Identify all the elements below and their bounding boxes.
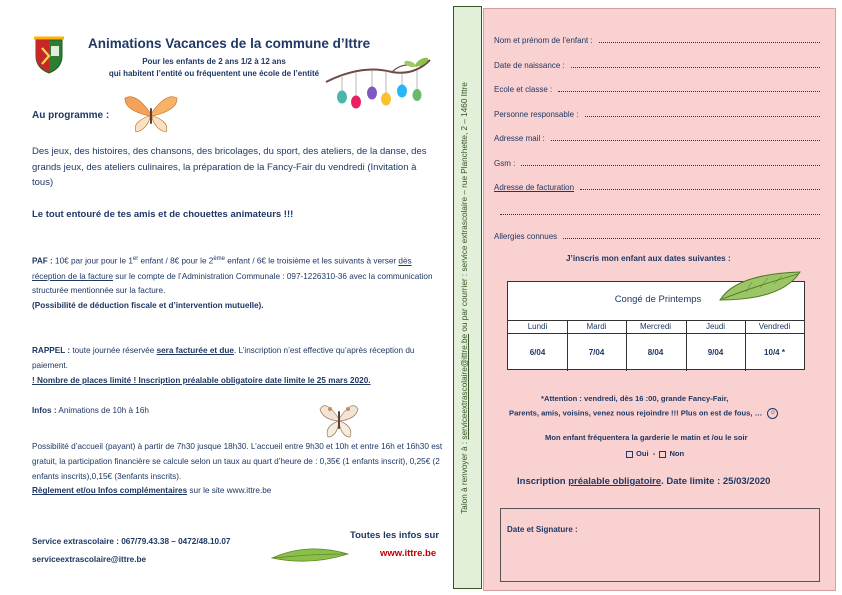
- form-field-label: Ecole et classe :: [494, 85, 553, 94]
- dates-heading: J’inscris mon enfant aux dates suivantes :: [566, 254, 731, 263]
- subtitle-eligibility: qui habitent l’entité ou fréquentent une école de l’entité: [108, 69, 320, 78]
- signature-label: Date et Signature :: [507, 525, 578, 534]
- form-field-dotted-line[interactable]: [571, 67, 820, 68]
- day-header: Mercredi: [639, 322, 672, 331]
- rappel-paragraph: RAPPEL : toute journée réservée sera facturée et due. L’inscription n’est effective qu’après réception du paiement. ! Nombre de places limité ! Inscription préalable obligatoire date limite le 25 mars 2020.: [32, 346, 415, 385]
- rappel-label: RAPPEL :: [32, 346, 71, 355]
- form-field-dotted-line[interactable]: [585, 116, 821, 117]
- paf-label: PAF :: [32, 256, 53, 266]
- form-field-label: Date de naissance :: [494, 61, 565, 70]
- form-field-row[interactable]: [494, 33, 820, 45]
- day-header: Jeudi: [705, 322, 726, 331]
- friends-line: Le tout entouré de tes amis et de chouettes animateurs !!!: [32, 209, 294, 220]
- table-leaf-icon: [716, 268, 804, 306]
- form-field-dotted-line[interactable]: [580, 189, 820, 190]
- form-field-label: Gsm :: [494, 159, 516, 168]
- form-field-row[interactable]: [494, 229, 820, 241]
- all-infos-label: Toutes les infos sur: [350, 530, 440, 541]
- accueil-paragraph: Possibilité d’accueil (payant) à partir de 7h30 jusque 18h30. L’accueil entre 9h30 et 10h et entre 16h et 16h30 est gratuit, la participation financière se calcule selon un taux au quart d’heure de : 0,35€ (1 enfants inscrit), 0,25€ (2 enfants inscrits),0,15€ (3enfants inscrits). Règlement et/ou Infos complémentaires sur le site www.ittre.be: [32, 442, 443, 496]
- day-header: Lundi: [527, 322, 548, 331]
- attention-line-2: Parents, amis, voisins, venez nous rejoindre !!! Plus on est de fous, … ☺: [509, 408, 778, 419]
- form-field-row[interactable]: [494, 58, 820, 70]
- day-header: Mardi: [586, 322, 607, 331]
- form-field-label: Personne responsable :: [494, 110, 579, 119]
- page-title: Animations Vacances de la commune d’Ittre: [88, 36, 371, 51]
- paf-paragraph: PAF : 10€ par jour pour le 1er enfant / 8€ pour le 2ème enfant / 6€ le troisième et les suivants à verser dès réception de la facture sur le compte de l’Administration Communale : 097-1226310-36 avec la communication structurée mentionnée sur la facture. (Possibilité de déduction fiscale et d’intervention mutuelle).: [32, 256, 433, 311]
- form-field-dotted-line[interactable]: [563, 238, 820, 239]
- garderie-options: Oui - Non: [626, 449, 684, 458]
- non-checkbox[interactable]: [659, 451, 666, 458]
- garderie-question: Mon enfant fréquentera la garderie le matin et /ou le soir: [545, 433, 748, 442]
- signature-box[interactable]: [500, 508, 820, 582]
- form-field-dotted-line[interactable]: [599, 42, 820, 43]
- form-field-dotted-line[interactable]: [558, 91, 820, 92]
- programme-text: Des jeux, des histoires, des chansons, des bricolages, du sport, des ateliers, de la danse, des grands jeux, des ateliers culinaires, la préparation de la Fancy-Fair du vendredi (Invitation à tous): [32, 146, 427, 188]
- green-leaf-icon: [270, 546, 350, 566]
- date-cell[interactable]: 6/04: [529, 348, 546, 357]
- form-field-row[interactable]: [494, 156, 820, 168]
- reglement-link[interactable]: Règlement et/ou Infos complémentaires: [32, 486, 188, 496]
- places-limited-note: ! Nombre de places limité ! Inscription préalable obligatoire date limite le 25 mars 2020.: [32, 375, 371, 385]
- easter-eggs-branch: [322, 52, 434, 118]
- commune-crest: [33, 36, 65, 74]
- table-title: Congé de Printemps: [614, 294, 702, 305]
- return-slip-strip: [453, 6, 482, 589]
- date-cell[interactable]: 7/04: [588, 348, 605, 357]
- form-field-dotted-line[interactable]: [521, 165, 820, 166]
- form-field-label: Nom et prénom de l’enfant :: [494, 36, 593, 45]
- programme-heading: Au programme :: [32, 110, 110, 121]
- date-cell[interactable]: 10/4 *: [764, 348, 785, 357]
- contact-phone: Service extrascolaire : 067/79.43.38 – 0472/48.10.07: [32, 537, 231, 546]
- form-field-row[interactable]: [494, 82, 820, 94]
- form-field-label: Adresse mail :: [494, 134, 545, 143]
- attention-line-1: *Attention : vendredi, dès 16 :00, grande Fancy-Fair,: [541, 394, 729, 403]
- form-field-label: Adresse de facturation: [494, 183, 575, 192]
- smiley-icon: ☺: [767, 408, 778, 419]
- form-field-row[interactable]: [494, 205, 820, 217]
- date-cell[interactable]: 8/04: [647, 348, 664, 357]
- website-link[interactable]: www.ittre.be: [380, 548, 437, 559]
- inscription-deadline: Inscription préalable obligatoire. Date limite : 25/03/2020: [517, 476, 771, 487]
- date-cell[interactable]: 9/04: [707, 348, 724, 357]
- day-header: Vendredi: [758, 322, 791, 331]
- form-field-label: Allergies connues: [494, 232, 558, 241]
- return-address: Talon à renvoyer à : serviceextrascolaire@ittre.be ou par courrier : service extrascolaire – rue Planchette, 2 – 1460 Ittre: [459, 81, 469, 514]
- pale-butterfly-icon: [318, 397, 360, 441]
- orange-butterfly-icon: [122, 92, 180, 134]
- oui-checkbox[interactable]: [626, 451, 633, 458]
- subtitle-age: Pour les enfants de 2 ans 1/2 à 12 ans: [142, 57, 286, 66]
- form-field-row[interactable]: [494, 180, 820, 192]
- contact-email[interactable]: serviceextrascolaire@ittre.be: [32, 555, 147, 564]
- deduction-note: (Possibilité de déduction fiscale et d’intervention mutuelle).: [32, 301, 264, 311]
- infos-line: Infos : Animations de 10h à 16h: [32, 406, 149, 415]
- form-field-row[interactable]: [494, 107, 820, 119]
- form-field-dotted-line[interactable]: [500, 214, 820, 215]
- form-field-dotted-line[interactable]: [551, 140, 820, 141]
- form-field-row[interactable]: [494, 131, 820, 143]
